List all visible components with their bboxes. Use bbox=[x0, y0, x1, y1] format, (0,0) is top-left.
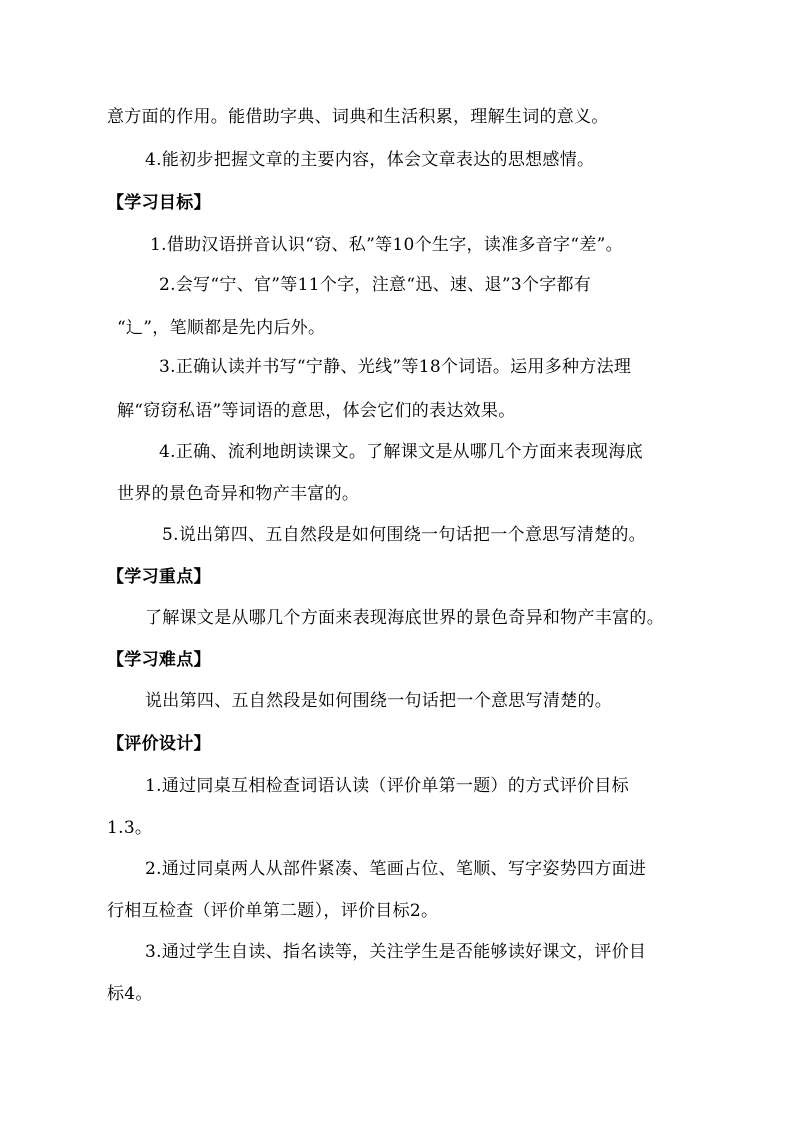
objective-item-4-line-2: 世界的景色奇异和物产丰富的。 bbox=[117, 484, 360, 504]
objectives-heading: 【学习目标】 bbox=[107, 193, 211, 213]
objective-item-5: 5.说出第四、五自然段是如何围绕一句话把一个意思写清楚的。 bbox=[162, 525, 646, 545]
key-points-text: 了解课文是从哪几个方面来表现海底世界的景色奇异和物产丰富的。 bbox=[145, 608, 664, 628]
evaluation-heading: 【评价设计】 bbox=[107, 734, 211, 754]
key-points-heading: 【学习重点】 bbox=[107, 567, 211, 587]
objective-item-4-line-1: 4.正确、流利地朗读课文。了解课文是从哪几个方面来表现海底 bbox=[159, 442, 643, 462]
evaluation-item-2-line-2: 行相互检查（评价单第二题），评价目标2。 bbox=[107, 901, 439, 921]
difficulties-text: 说出第四、五自然段是如何围绕一句话把一个意思写清楚的。 bbox=[145, 691, 613, 711]
intro-line-1: 意方面的作用。能借助字典、词典和生活积累，理解生词的意义。 bbox=[107, 107, 609, 127]
objective-item-1: 1.借助汉语拼音认识“窃、私”等10个生字，读准多音字“差”。 bbox=[150, 235, 623, 255]
objective-item-3-line-1: 3.正确认读并书写“宁静、光线”等18个词语。运用多种方法理 bbox=[159, 357, 632, 377]
evaluation-item-3-line-2: 标4。 bbox=[107, 984, 153, 1004]
evaluation-item-2-line-1: 2.通过同桌两人从部件紧凑、笔画占位、笔顺、写字姿势四方面进 bbox=[145, 859, 647, 879]
evaluation-item-1-line-2: 1.3。 bbox=[107, 818, 153, 838]
evaluation-item-1-line-1: 1.通过同桌互相检查词语认读（评价单第一题）的方式评价目标 bbox=[145, 776, 629, 796]
evaluation-item-3-line-1: 3.通过学生自读、指名读等，关注学生是否能够读好课文，评价目 bbox=[145, 942, 647, 962]
intro-line-2: 4.能初步把握文章的主要内容，体会文章表达的思想感情。 bbox=[145, 150, 595, 170]
objective-item-2-line-1: 2.会写“宁、官”等11个字，注意“迅、速、退”3个字都有 bbox=[159, 275, 592, 295]
difficulties-heading: 【学习难点】 bbox=[107, 650, 211, 670]
objective-item-3-line-2: 解“窃窃私语”等词语的意思，体会它们的表达效果。 bbox=[117, 401, 516, 421]
objective-item-2-line-2: “辶”，笔顺都是先内后外。 bbox=[117, 318, 326, 338]
